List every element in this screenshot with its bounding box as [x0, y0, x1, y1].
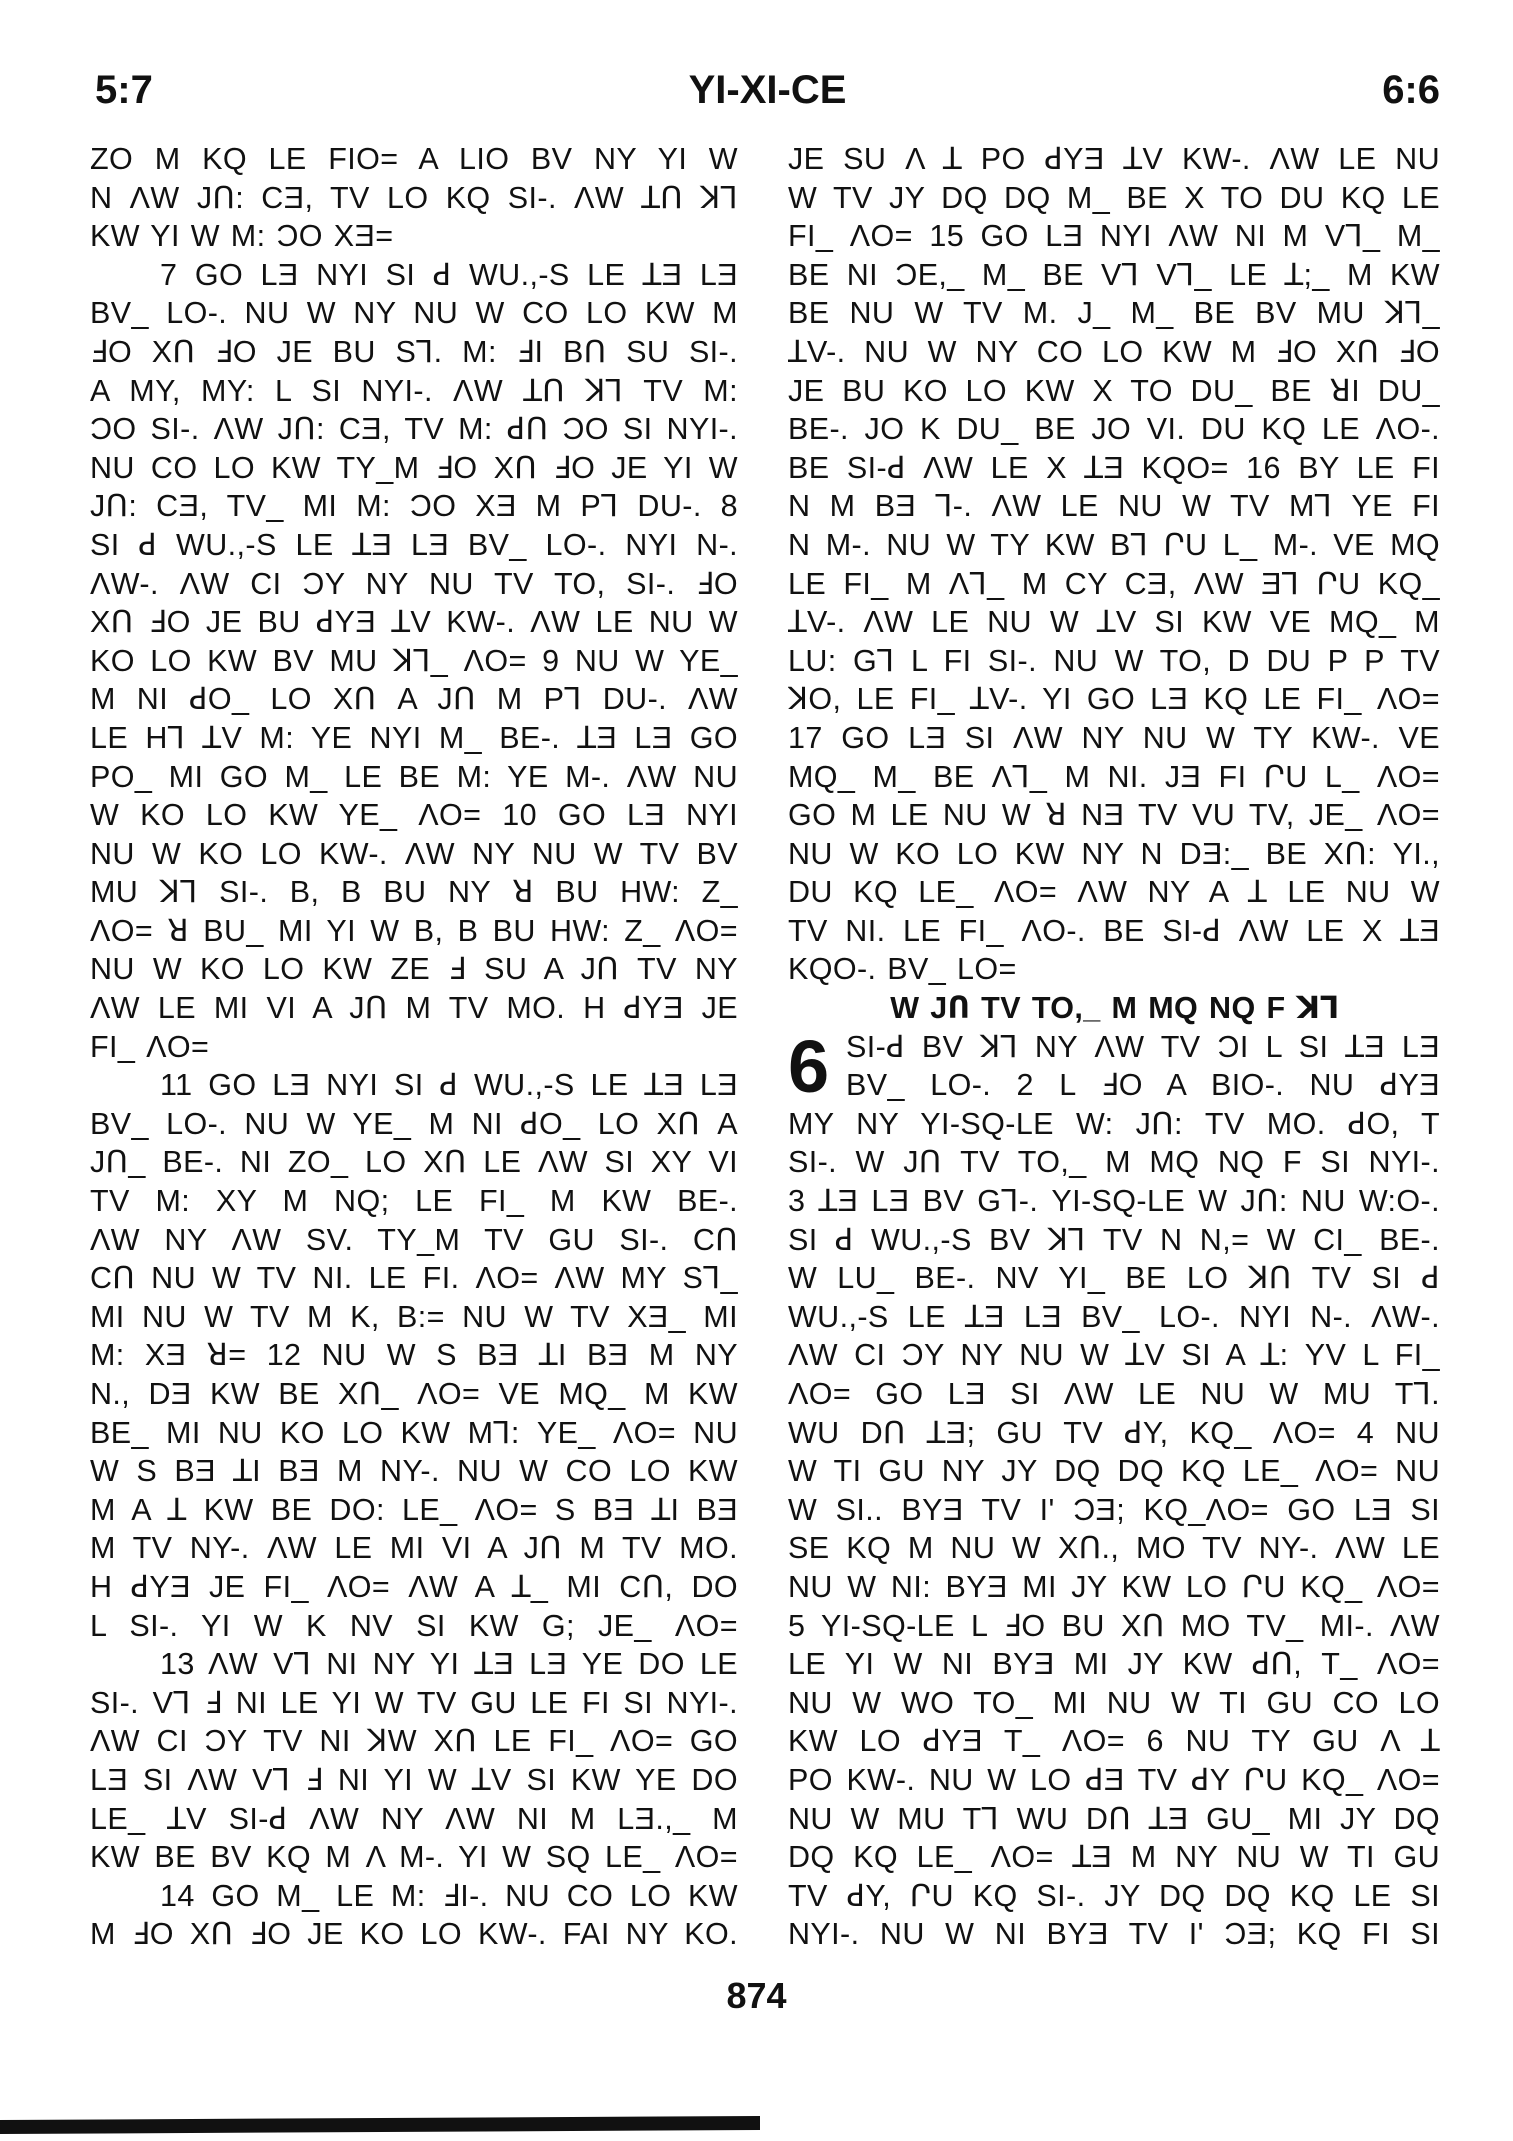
text-line: SI ꓒ WU.,-S LE ꓕƎ LƎ BV_ LO-. NYI N-. [90, 527, 738, 562]
running-header [95, 68, 1440, 118]
text-line: N M-. NU W TY KW Bꓶ ՐU L_ M-. VE MQ [788, 527, 1440, 562]
text-line: W S BƎ ꓕI BƎ M NY-. NU W CO LO KW [90, 1454, 738, 1489]
header-left-reference: 5:7 [95, 68, 153, 112]
chapter6-opening [788, 1024, 1440, 1108]
text-line: 14 GO M_ LE M: ꓞI-. NU CO LO KW [160, 1878, 738, 1913]
text-line: SI-. W JՈ TV TO,_ M MQ NQ F SI NYI-. [788, 1145, 1440, 1180]
text-line: W KO LO KW YE_ ΛO= 10 GO LƎ NYI [90, 798, 738, 833]
text-line: W TV JY DQ DQ M_ BE X TO DU KQ LE [788, 180, 1440, 215]
text-line: GO M LE NU W ꓤ NƎ TV VU TV, JE_ ΛO= [788, 798, 1440, 833]
text-line: N ΛW JՈ: CƎ, TV LO KQ SI-. ΛW ꓕՈ ꓘꓶ [90, 180, 738, 215]
text-line: M A ꓕ KW BE DO: LE_ ΛO= S BƎ ꓕI BƎ [90, 1492, 738, 1527]
text-line: ΛW LE MI VI A JՈ M TV MO. H ꓒYƎ JE [90, 991, 738, 1026]
text-line: PO KW-. NU W LO ꓒƎ TV ꓒY ՐU KQ_ ΛO= [788, 1762, 1440, 1797]
text-line: W SI.. BYƎ TV I' ƆƎ; KQ_ΛO= GO LƎ SI [788, 1492, 1440, 1527]
chapter6-heading: W JՈ TV TO,_ M MQ NQ F ꓘꓶ [890, 991, 1338, 1026]
text-line: NU W KO LO KW-. ΛW NY NU W TV BV [90, 836, 738, 871]
text-line: LE FI_ M Λꓶ_ M CY CƎ, ΛW Ǝꓶ ՐU KQ_ [788, 566, 1440, 601]
header-right-reference: 6:6 [1382, 68, 1440, 112]
text-line: 13 ΛW Vꓶ NI NY YI ꓕƎ LƎ YE DO LE [160, 1647, 738, 1682]
text-line: ꓞO XՈ ꓞO JE BU Sꓶ. M: ꓞI BՈ SU SI-. [90, 334, 738, 369]
text-line: TV ꓒY, ՐU KQ SI-. JY DQ DQ KQ LE SI [788, 1878, 1440, 1913]
text-line: BE NI ƆE,_ M_ BE Vꓶ Vꓶ_ LE ꓕ;_ M KW [788, 257, 1440, 292]
text-line: W TI GU NY JY DQ DQ KQ LE_ ΛO= NU [788, 1454, 1440, 1489]
text-line: BE NU W TV M. J_ M_ BE BV MU ꓘꓶ_ [788, 296, 1440, 331]
text-line: DQ KQ LE_ ΛO= ꓕƎ M NY NU W TI GU [788, 1840, 1440, 1875]
chapter5-continuation [788, 140, 1440, 989]
text-line: 7 GO LƎ NYI SI ꓒ WU.,-S LE ꓕƎ LƎ [160, 257, 738, 292]
text-line: XՈ ꓞO JE BU ꓒYƎ ꓕV KW-. ΛW LE NU W [90, 605, 738, 640]
text-line: FI_ ΛO= 15 GO LƎ NYI ΛW NI M Vꓶ_ M_ [788, 219, 1440, 254]
text-line: W LU_ BE-. NV YI_ BE LO ꓘՈ TV SI ꓒ [788, 1261, 1440, 1296]
text-line: 11 GO LƎ NYI SI ꓒ WU.,-S LE ꓕƎ LƎ [160, 1068, 738, 1103]
text-line: ΛO= ꓤ BU_ MI YI W B, B BU HW: Z_ ΛO= [90, 913, 738, 948]
text-line: TV M: XY M NQ; LE FI_ M KW BE-. [90, 1184, 738, 1219]
text-line: ΛW-. ΛW CI ƆY NY NU TV TO, SI-. ꓞO [90, 566, 738, 601]
text-line: NYI-. NU W NI BYƎ TV I' ƆƎ; KQ FI SI [788, 1917, 1440, 1952]
text-column-left [90, 140, 738, 1954]
text-line: ƆO SI-. ΛW JՈ: CƎ, TV M: ꓒՈ ƆO SI NYI-. [90, 412, 738, 447]
text-line: 3 ꓕƎ LƎ BV Gꓶ-. YI-SQ-LE W JՈ: NU W:O-. [788, 1184, 1440, 1219]
text-line: KW LO ꓒYƎ T_ ΛO= 6 NU TY GU Λ ꓕ [788, 1724, 1440, 1759]
text-line: ΛO= GO LƎ SI ΛW LE NU W MU Tꓶ. [788, 1377, 1440, 1411]
text-line: SI ꓒ WU.,-S BV ꓘꓶ TV N N,= W CI_ BE-. [788, 1222, 1440, 1257]
text-line: ΛW CI ƆY NY NU W ꓕV SI A ꓕ: YV L FI_ [788, 1338, 1440, 1373]
text-line: L SI-. YI W K NV SI KW G; JE_ ΛO= [90, 1608, 738, 1643]
text-line: NU CO LO KW TY_M ꓞO XՈ ꓞO JE YI W [90, 450, 738, 485]
text-line: JE SU Λ ꓕ PO ꓒYƎ ꓕV KW-. ΛW LE NU [788, 142, 1440, 176]
text-line: 5 YI-SQ-LE L ꓞO BU XՈ MO TV_ MI-. ΛW [788, 1608, 1440, 1643]
text-line: SI-. Vꓶ ꓞ NI LE YI W TV GU LE FI SI NYI-. [90, 1685, 738, 1720]
text-line: FI_ ΛO= [90, 1029, 210, 1064]
page-number: 874 [726, 1975, 787, 2016]
text-line: KW BE BV KQ M Λ M-. YI W SQ LE_ ΛO= [90, 1840, 738, 1875]
text-line: M ꓞO XՈ ꓞO JE KO LO KW-. FAI NY KO. [90, 1917, 738, 1952]
dropcap-line: BV_ LO-. 2 L ꓞO A BIO-. NU ꓒYƎ [846, 1068, 1440, 1103]
text-line: NU W NI: BYƎ MI JY KW LO ՐU KQ_ ΛO= [788, 1569, 1440, 1604]
text-line: BE-. JO K DU_ BE JO VI. DU KQ LE ΛO-. [788, 412, 1440, 447]
text-line: NU W KO LO KW ZE ꓞ SU A JՈ TV NY [90, 952, 738, 987]
text-line: ꓕV-. ΛW LE NU W ꓕV SI KW VE MQ_ M [788, 605, 1440, 640]
text-line: KO LO KW BV MU ꓘꓶ_ ΛO= 9 NU W YE_ [90, 643, 738, 678]
text-line: LE Hꓶ ꓕV M: YE NYI M_ BE-. ꓕƎ LƎ GO [90, 720, 738, 755]
text-line: 17 GO LƎ SI ΛW NY NU W TY KW-. VE [788, 720, 1440, 755]
text-line: BV_ LO-. NU W YE_ M NI ꓒO_ LO XՈ A [90, 1106, 738, 1141]
chapter6-body [788, 1105, 1440, 1954]
text-line: KW YI W M: ƆO XƎ= [90, 219, 394, 254]
text-line: ΛW NY ΛW SV. TY_M TV GU SI-. CՈ [90, 1222, 738, 1257]
text-line: ꓘO, LE FI_ ꓕV-. YI GO LƎ KQ LE FI_ ΛO= [788, 682, 1440, 717]
text-line: JՈ_ BE-. NI ZO_ LO XՈ LE ΛW SI XY VI [90, 1145, 738, 1180]
text-line: NU W WO TO_ MI NU W TI GU CO LO [788, 1685, 1440, 1720]
text-line: TV NI. LE FI_ ΛO-. BE SI-ꓒ ΛW LE X ꓕƎ [788, 913, 1440, 948]
header-book-title: YI-XI-CE [688, 68, 847, 112]
text-line: MU ꓘꓶ SI-. B, B BU NY ꓤ BU HW: Z_ [90, 875, 738, 910]
text-line: PO_ MI GO M_ LE BE M: YE M-. ΛW NU [90, 759, 738, 794]
text-line: H ꓒYƎ JE FI_ ΛO= ΛW A ꓕ_ MI CՈ, DO [90, 1569, 738, 1604]
text-line: NU W MU Tꓶ WU DՈ ꓕƎ GU_ MI JY DQ [788, 1801, 1440, 1836]
text-line: WU.,-S LE ꓕƎ LƎ BV_ LO-. NYI N-. ΛW-. [788, 1299, 1440, 1334]
dropcap-line: SI-ꓒ BV ꓘꓶ NY ΛW TV ƆI L SI ꓕƎ LƎ [846, 1029, 1440, 1064]
text-line: M TV NY-. ΛW LE MI VI A JՈ M TV MO. [90, 1531, 738, 1566]
text-line: MY NY YI-SQ-LE W: JՈ: TV MO. ꓒO, T [788, 1106, 1440, 1141]
text-line: M: XƎ ꓤ= 12 NU W S BƎ ꓕI BƎ M NY [90, 1338, 738, 1373]
text-line: JՈ: CƎ, TV_ MI M: ƆO XƎ M Pꓶ DU-. 8 [90, 489, 738, 524]
text-line: LE YI W NI BYƎ MI JY KW ꓒՈ, T_ ΛO= [788, 1647, 1440, 1682]
text-line: ΛW CI ƆY TV NI ꓘW XՈ LE FI_ ΛO= GO [90, 1724, 738, 1759]
text-line: KQO-. BV_ LO= [788, 952, 1017, 987]
text-line: LU: Gꓶ L FI SI-. NU W TO, D DU P P TV [788, 643, 1440, 678]
text-line: A MY, MY: L SI NYI-. ΛW ꓕՈ ꓘꓶ TV M: [90, 373, 738, 408]
text-column-right [788, 140, 1440, 1954]
text-line: N., DƎ KW BE XՈ_ ΛO= VE MQ_ M KW [90, 1377, 738, 1411]
text-line: BE_ MI NU KO LO KW Mꓶ: YE_ ΛO= NU [90, 1415, 738, 1450]
text-line: ZO M KQ LE FIO= A LIO BV NY YI W [90, 142, 738, 176]
text-line: SE KQ M NU W XՈ., MO TV NY-. ΛW LE [788, 1531, 1440, 1566]
text-line: M NI ꓒO_ LO XՈ A JՈ M Pꓶ DU-. ΛW [90, 682, 738, 717]
text-line: BV_ LO-. NU W NY NU W CO LO KW M [90, 296, 738, 331]
text-line: N M BƎ ꓶ-. ΛW LE NU W TV Mꓶ YE FI [788, 489, 1440, 524]
text-line: NU W KO LO KW NY N DƎ:_ BE XՈ: YI., [788, 836, 1440, 871]
text-line: MI NU W TV M K, B:= NU W TV XƎ_ MI [90, 1299, 738, 1334]
text-line: LE_ ꓕV SI-ꓒ ΛW NY ΛW NI M LƎ.,_ M [90, 1801, 738, 1836]
text-line: BE SI-ꓒ ΛW LE X ꓕƎ KQO= 16 BY LE FI [788, 450, 1440, 485]
text-line: ꓕV-. NU W NY CO LO KW M ꓞO XՈ ꓞO [788, 334, 1440, 369]
text-line: LƎ SI ΛW Vꓶ ꓞ NI YI W ꓕV SI KW YE DO [90, 1762, 738, 1797]
text-line: DU KQ LE_ ΛO= ΛW NY A ꓕ LE NU W [788, 875, 1440, 910]
text-line: WU DՈ ꓕƎ; GU TV ꓒY, KQ_ ΛO= 4 NU [788, 1415, 1440, 1450]
text-line: JE BU KO LO KW X TO DU_ BE ꓤI DU_ [788, 373, 1440, 408]
text-line: MQ_ M_ BE Λꓶ_ M NI. JƎ FI ՐU L_ ΛO= [788, 759, 1440, 794]
chapter-number-dropcap: 6 [788, 1024, 830, 1108]
scan-edge-shadow [0, 2116, 760, 2134]
text-line: CՈ NU W TV NI. LE FI. ΛO= ΛW MY Sꓶ_ [90, 1261, 738, 1296]
